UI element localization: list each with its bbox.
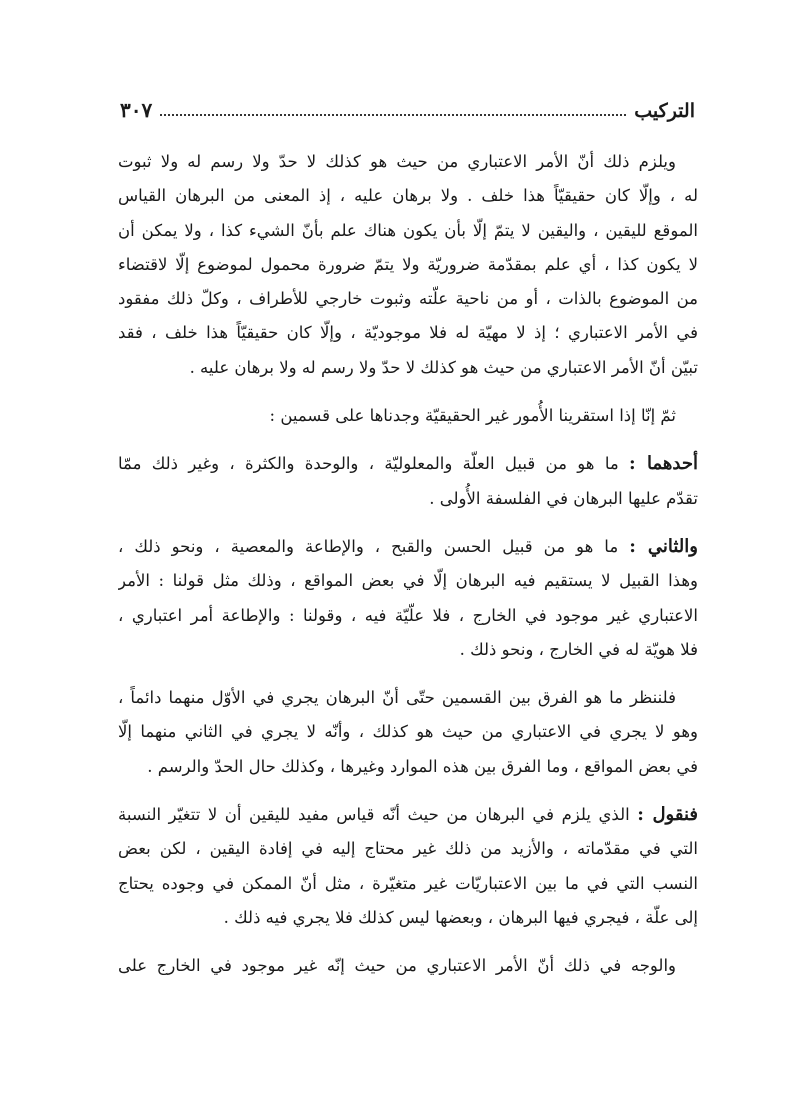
text-line: فلا هويّة له في الخارج ، ونحو ذلك .: [459, 639, 698, 659]
running-header: [120, 92, 695, 122]
paragraph: [118, 447, 698, 516]
paragraph: [118, 145, 698, 385]
text-line: فلننظر ما هو الفرق بين القسمين حتّى أنّ البرهان يجري في الأوّل منهما دائماً ،: [118, 688, 676, 708]
text-line: الموقع لليقين ، واليقين لا يتمّ إلّا بأن يكون هناك علم بأنّ الشيء كذا ، ولا يمكن أن: [118, 220, 698, 240]
lead-term: فنقول :: [637, 804, 698, 826]
text-line: ويلزم ذلك أنّ الأمر الاعتباري من حيث هو كذلك لا حدّ ولا رسم له ولا ثبوت: [118, 152, 676, 171]
dotted-leader: [160, 113, 626, 116]
text-fragment: ما هو من قبيل العلّة والمعلوليّة ، والوحدة والكثرة ، وغير ذلك ممّا: [118, 454, 630, 474]
lead-term: أحدهما :: [629, 453, 698, 475]
text-line: إلى علّة ، فيجري فيها البرهان ، وبعضها ليس كذلك فلا يجري فيه ذلك .: [223, 907, 698, 927]
text-line: [118, 798, 698, 832]
text-fragment: ما هو من قبيل الحسن والقبح ، والإطاعة والمعصية ، ونحو ذلك ،: [118, 536, 630, 556]
paragraph: [118, 949, 698, 983]
text-line: في بعض المواقع ، وما الفرق بين هذه الموارد وغيرها ، وكذلك حال الحدّ والرسم .: [147, 756, 698, 776]
text-line: [118, 447, 698, 481]
paragraph: [118, 798, 698, 935]
running-title: التركيب: [634, 100, 695, 122]
text-line: والوجه في ذلك أنّ الأمر الاعتباري من حيث إنّه غير موجود في الخارج على: [118, 956, 676, 976]
text-line: لا يكون كذا ، أي علم بمقدّمة ضروريّة ولا يتمّ ضرورة محمول لموضوع إلّا لاقتضاء: [118, 254, 698, 274]
text-fragment: الذي يلزم في البرهان من حيث أنّه قياس مفيد لليقين أن لا تتغيّر النسبة: [118, 805, 638, 825]
paragraph: [118, 399, 698, 433]
text-line: له ، وإلّا كان حقيقيّاً هذا خلف . ولا برهان عليه ، إذ المعنى من البرهان القياس: [118, 186, 698, 206]
body-text: [118, 145, 698, 994]
text-line: وهذا القبيل لا يستقيم فيه البرهان إلّا في بعض المواقع ، وذلك مثل قولنا : الأمر: [118, 571, 698, 591]
text-line: وهو لا يجري في الاعتباري من حيث هو كذلك ، وأنّه لا يجري في الثاني منهما إلّا: [118, 722, 698, 742]
text-line: ثمّ إنّا إذا استقرينا الأُمور غير الحقيقيّة وجدناها على قسمين :: [269, 406, 676, 426]
page-number: ٣٠٧: [120, 98, 153, 122]
lead-term: والثاني :: [629, 535, 698, 557]
text-line: تقدّم عليها البرهان في الفلسفة الأُولى .: [429, 488, 698, 508]
paragraph: [118, 530, 698, 667]
paragraph: [118, 681, 698, 784]
text-line: التي في مقدّماته ، والأزيد من ذلك غير محتاج إليه في إفادة اليقين ، لكن بعض: [118, 839, 698, 859]
text-line: في الأمر الاعتباري ؛ إذ لا مهيّة له فلا موجوديّة ، وإلّا كان حقيقيّاً هذا خلف ، فقد: [118, 323, 698, 343]
text-line: من الموضوع بالذات ، أو من ناحية علّته وثبوت خارجي للأطراف ، وكلّ ذلك مفقود: [118, 289, 698, 309]
text-line: [118, 530, 698, 564]
text-line: النسب التي في ما بين الاعتباريّات غير متغيّرة ، مثل أنّ الممكن في وجوده يحتاج: [118, 873, 698, 893]
text-line: تبيّن أنّ الأمر الاعتباري من حيث هو كذلك لا حدّ ولا رسم له ولا برهان عليه .: [189, 357, 698, 377]
text-line: الاعتباري غير موجود في الخارج ، فلا علّيّة فيه ، وقولنا : والإطاعة أمر اعتباري ،: [118, 605, 698, 625]
